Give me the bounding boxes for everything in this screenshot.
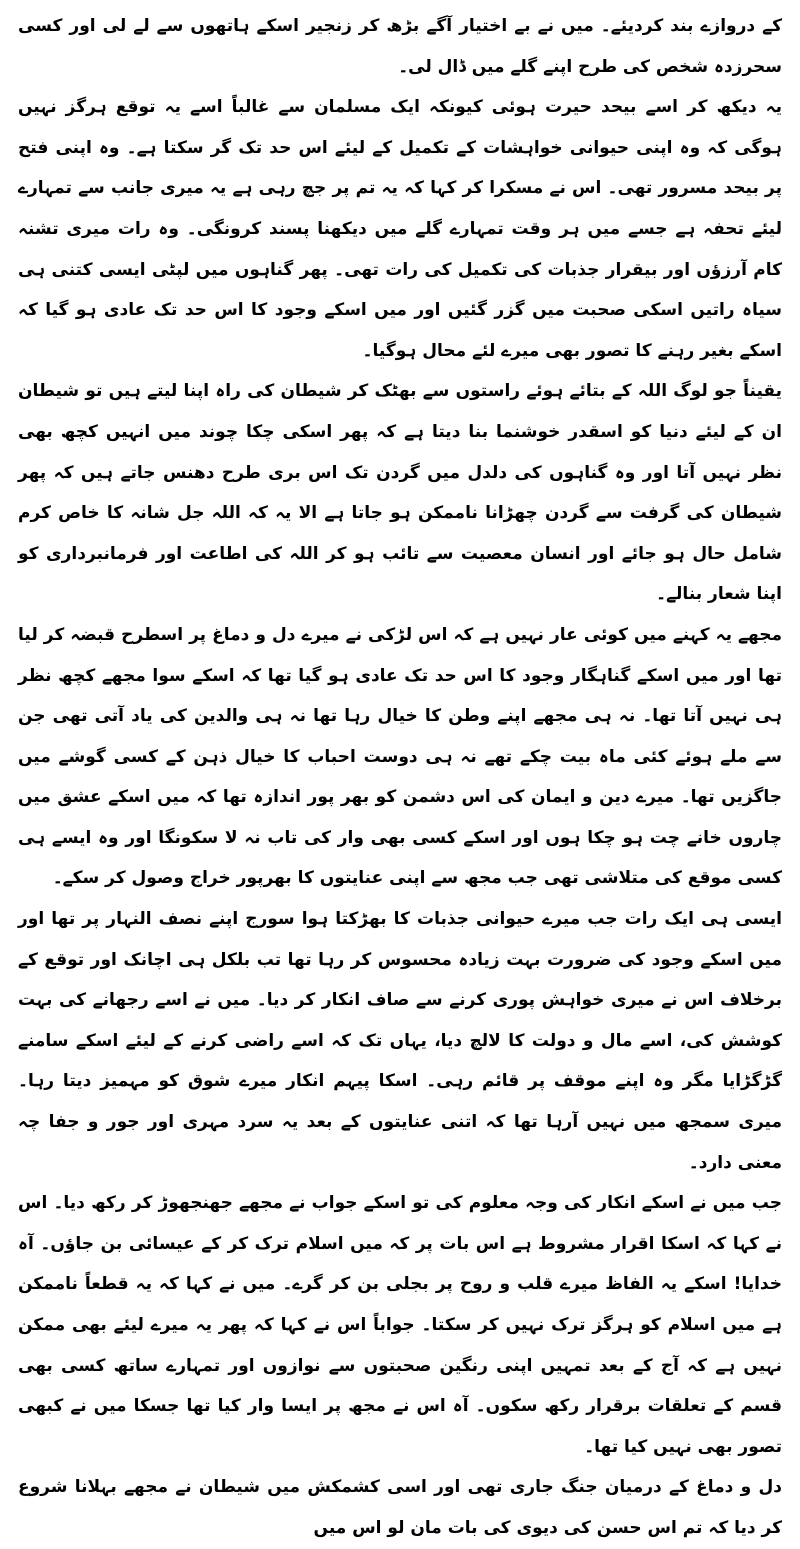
paragraph-5: ایسی ہی ایک رات جب میرے حیوانی جذبات کا بھڑکتا ہوا سورج اپنے نصف النہار پر تھا اور میں اسکے وجود کی ضرورت بہت زیادہ محسوس کر رہا تھا تب بلکل ہی اچانک اور توقع کے برخلاف اس نے میری خواہش پوری کرنے سے صاف انکار کر دیا۔ میں نے اسے رجھانے کی بہت کوشش کی، اسے مال و دولت کا لالچ دیا، یہاں تک کہ اسے راضی کرنے کے لیئے اسکے سامنے گڑگڑایا مگر وہ اپنے موقف پر قائم رہی۔ اسکا پیہم انکار میرے شوق کو مہمیز دیتا رہا۔ میری سمجھ میں نہیں آرہا تھا کہ اتنی عنایتوں کے بعد یہ سرد مہری اور جور و جفا چہ معنی دارد۔ (18, 909, 782, 1173)
paragraph-7: دل و دماغ کے درمیان جنگ جاری تھی اور اسی کشمکش میں شیطان نے مجھے بہلانا شروع کر دیا کہ تم اس حسن کی دیوی کی بات مان لو اس میں (18, 1477, 782, 1538)
paragraph-3: یقیناً جو لوگ اللہ کے بتائے ہوئے راستوں سے بھٹک کر شیطان کی راہ اپنا لیتے ہیں تو شیطان ان کے لیئے دنیا کو اسقدر خوشنما بنا دیتا ہے کہ پھر اسکی چکا چوند میں انہیں کچھ بھی نظر نہیں آتا اور وہ گناہوں کی دلدل میں گردن تک اس بری طرح دھنس جاتے ہیں کہ پھر شیطان کی گرفت سے گردن چھڑانا ناممکن ہو جاتا ہے الا یہ کہ اللہ جل شانہ کا خاص کرم شامل حال ہو جائے اور انسان معصیت سے تائب ہو کر اللہ کی اطاعت اور فرمانبرداری کو اپنا شعار بنالے۔ (18, 381, 782, 605)
paragraph-2: یہ دیکھ کر اسے بیحد حیرت ہوئی کیونکہ ایک مسلمان سے غالباً اسے یہ توقع ہرگز نہیں ہوگی کہ وہ اپنی حیوانی خواہشات کے تکمیل کے لیئے اس حد تک گر سکتا ہے۔ وہ اپنی فتح پر بیحد مسرور تھی۔ اس نے مسکرا کر کہا کہ یہ تم پر جچ رہی ہے یہ میری جانب سے تمہارے لیئے تحفہ ہے جسے میں ہر وقت تمہارے گلے میں دیکھنا پسند کرونگی۔ وہ رات میری تشنہ کام آرزؤں اور بیقرار جذبات کی تکمیل کی رات تھی۔ پھر گناہوں میں لپٹی ایسی کتنی ہی سیاہ راتیں اسکی صحبت میں گزر گئیں اور میں اسکے وجود کا اس حد تک عادی ہو گیا کہ اسکے بغیر رہنے کا تصور بھی میرے لئے محال ہوگیا۔ (18, 97, 782, 361)
paragraph-4: مجھے یہ کہنے میں کوئی عار نہیں ہے کہ اس لڑکی نے میرے دل و دماغ پر اسطرح قبضہ کر لیا تھا اور میں اسکے گناہگار وجود کا اس حد تک عادی ہو گیا تھا کہ اسکے سوا مجھے کچھ نظر ہی نہیں آتا تھا۔ نہ ہی مجھے اپنے وطن کا خیال رہا تھا نہ ہی والدین کی یاد آتی تھی جن سے ملے ہوئے کئی ماہ بیت چکے تھے نہ ہی دوست احباب کا خیال ذہن کے کسی گوشے میں جاگزیں تھا۔ میرے دین و ایمان کی اس دشمن کو بھر پور اندازہ تھا کہ میں اسکے عشق میں چاروں خانے چت ہو چکا ہوں اور اسکے کسی بھی وار کی تاب نہ لا سکونگا اور وہ ایسے ہی کسی موقع کی متلاشی تھی جب مجھ سے اپنی عنایتوں کا بھرپور خراج وصول کر سکے۔ (18, 624, 782, 889)
paragraph-1: کے دروازے بند کردیئے۔ میں نے بے اختیار آگے بڑھ کر زنجیر اسکے ہاتھوں سے لے لی اور کسی سحرزدہ شخص کی طرح اپنے گلے میں ڈال لی۔ (18, 16, 782, 77)
paragraph-6: جب میں نے اسکے انکار کی وجہ معلوم کی تو اسکے جواب نے مجھے جھنجھوڑ کر رکھ دیا۔ اس نے کہا کہ اسکا اقرار مشروط ہے اس بات پر کہ میں اسلام ترک کر کے عیسائی بن جاؤں۔ آہ خدایا! اسکے یہ الفاظ میرے قلب و روح پر بجلی بن کر گرے۔ میں نے کہا کہ یہ قطعاً ناممکن ہے میں اسلام کو ہرگز ترک نہیں کر سکتا۔ جواباً اس نے کہا کہ پھر یہ میرے لیئے بھی ممکن نہیں ہے کہ آج کے بعد تمہیں اپنی رنگین صحبتوں سے نوازوں اور تمہارے ساتھ کسی بھی قسم کے تعلقات برقرار رکھ سکوں۔ آہ اس نے مجھ پر ایسا وار کیا تھا جسکا میں نے کبھی تصور بھی نہیں کیا تھا۔ (18, 1193, 782, 1457)
